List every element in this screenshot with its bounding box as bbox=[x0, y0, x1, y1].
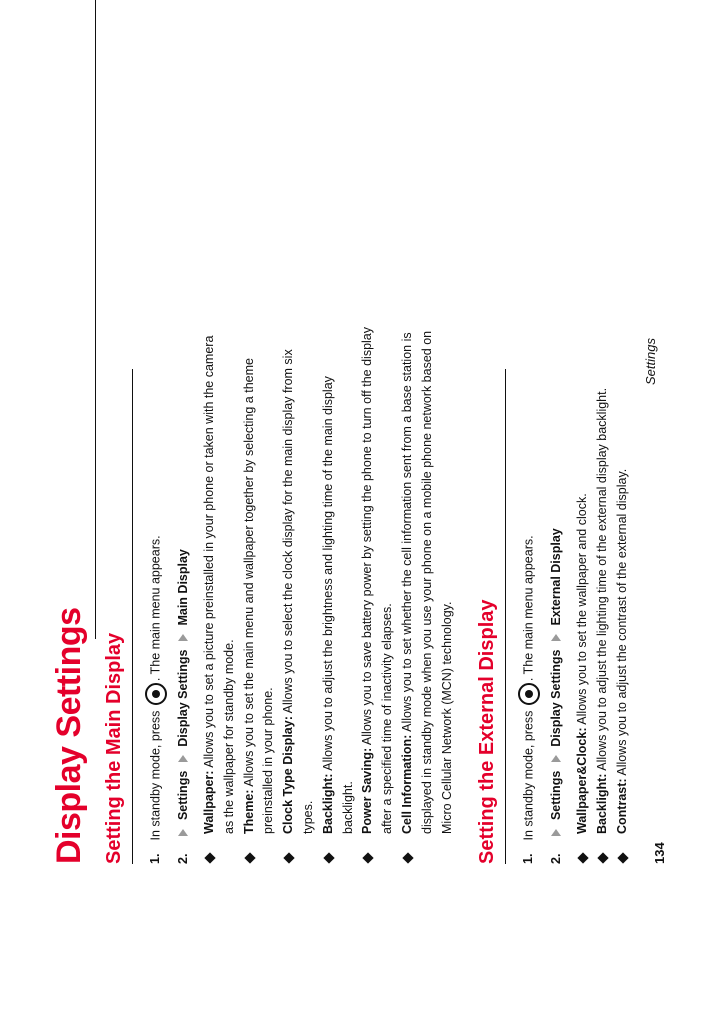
diamond-bullet-icon bbox=[204, 852, 215, 863]
item-text: Allows you to set the wallpaper and clock. bbox=[575, 493, 589, 725]
diamond-bullet-icon bbox=[363, 852, 374, 863]
menu-path-item: Main Display bbox=[176, 549, 190, 626]
external-section-rule bbox=[505, 369, 506, 864]
step-text-suffix: . The main menu appears. bbox=[148, 535, 163, 682]
diamond-bullet-icon bbox=[244, 852, 255, 863]
item-text: Allows you to save battery power by setting the phone to turn off the display after a specified time of inactivity elapses. bbox=[360, 326, 395, 834]
diamond-bullet-icon bbox=[617, 852, 628, 863]
menu-path-item: External Display bbox=[549, 528, 563, 626]
page-number: 134 bbox=[652, 842, 667, 864]
item-text: Allows you to select the clock display for the main display from six types. bbox=[281, 349, 315, 834]
item-term: Theme: bbox=[241, 789, 256, 834]
triangle-arrow-icon bbox=[551, 755, 561, 762]
list-item bbox=[613, 244, 633, 864]
external-display-options bbox=[573, 244, 632, 864]
step-text-suffix: . The main menu appears. bbox=[521, 535, 536, 682]
list-item bbox=[319, 324, 359, 864]
item-text: Allows you to adjust the brightness and lighting time of the main display backlight. bbox=[320, 376, 355, 834]
external-step-1 bbox=[518, 535, 540, 864]
item-term: Contrast: bbox=[614, 778, 629, 834]
step-number: 2. bbox=[176, 853, 190, 864]
diamond-bullet-icon bbox=[323, 852, 334, 863]
menu-path-item: Settings bbox=[549, 770, 563, 821]
list-item bbox=[240, 324, 280, 864]
triangle-arrow-icon bbox=[178, 634, 188, 641]
diamond-bullet-icon bbox=[402, 852, 413, 863]
triangle-arrow-icon bbox=[178, 829, 188, 836]
section-footer: Settings bbox=[643, 338, 658, 385]
external-display-heading: Setting the External Display bbox=[476, 599, 498, 864]
triangle-arrow-icon bbox=[551, 634, 561, 641]
main-display-heading: Setting the Main Display bbox=[103, 632, 125, 864]
list-item bbox=[398, 324, 457, 864]
triangle-arrow-icon bbox=[551, 829, 561, 836]
step-number: 1. bbox=[148, 853, 163, 864]
item-term: Clock Type Display: bbox=[281, 716, 296, 834]
page-title: Display Settings bbox=[50, 607, 88, 864]
center-select-key-icon bbox=[145, 683, 167, 705]
step-text: In standby mode, press bbox=[521, 710, 536, 841]
diamond-bullet-icon bbox=[284, 852, 295, 863]
item-text: Allows you to set whether the cell information sent from a base station is displayed in standby mode when you use your phone on a mobile phone network based on Micro Cellular Network (MCN) technology. bbox=[399, 330, 454, 834]
list-item bbox=[573, 244, 593, 864]
item-text: Allows you to adjust the lighting time of the external display backlight. bbox=[594, 387, 609, 771]
step-number: 1. bbox=[521, 853, 536, 864]
step-number: 2. bbox=[549, 853, 563, 864]
main-step-2 bbox=[174, 549, 192, 864]
item-term: Backlight: bbox=[594, 773, 609, 834]
diamond-bullet-icon bbox=[577, 852, 588, 863]
item-term: Backlight: bbox=[320, 773, 335, 834]
item-term: Power Saving: bbox=[360, 747, 375, 834]
triangle-arrow-icon bbox=[178, 755, 188, 762]
menu-path-item: Settings bbox=[176, 770, 190, 821]
menu-path-item: Display Settings bbox=[176, 649, 190, 747]
item-term: Cell Information: bbox=[399, 734, 414, 834]
item-term: Wallpaper&Clock: bbox=[575, 727, 589, 834]
external-step-2 bbox=[547, 528, 565, 864]
item-text: Allows you to adjust the contrast of the external display. bbox=[614, 468, 629, 776]
list-item bbox=[358, 324, 398, 864]
diamond-bullet-icon bbox=[597, 852, 608, 863]
main-step-1 bbox=[145, 535, 167, 864]
item-text: Allows you to set a picture preinstalled in your phone or taken with the camera as the wallpaper for standby mode. bbox=[202, 335, 236, 834]
menu-path-item: Display Settings bbox=[549, 649, 563, 747]
item-term: Wallpaper: bbox=[202, 770, 216, 834]
top-rule bbox=[95, 0, 96, 639]
list-item bbox=[593, 244, 613, 864]
item-text: Allows you to set the main menu and wallpaper together by selecting a theme preinstalled in your phone. bbox=[241, 358, 276, 834]
center-select-key-icon bbox=[518, 683, 540, 705]
main-section-rule bbox=[132, 369, 133, 864]
main-display-options bbox=[200, 324, 457, 864]
list-item bbox=[200, 324, 240, 864]
list-item bbox=[279, 324, 319, 864]
step-text: In standby mode, press bbox=[148, 710, 163, 841]
